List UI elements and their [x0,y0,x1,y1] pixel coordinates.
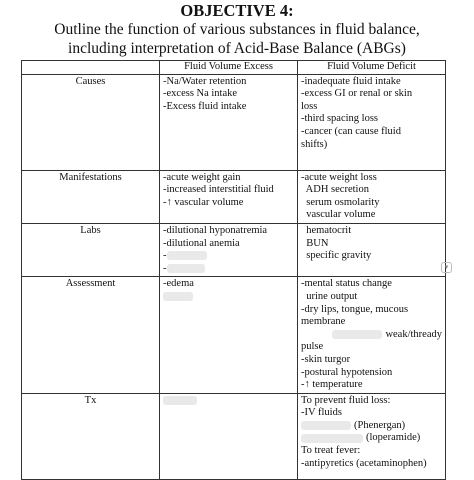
subtitle-line-1: Outline the function of various substances in fluid balance, [54,21,420,38]
list-item [163,250,294,263]
list-item [163,395,294,408]
list-item: -postural hypotension [301,366,393,378]
list-item: -skin turgor [301,353,351,365]
list-bullet: - [163,250,167,262]
list-item: -Na/Water retention [163,75,247,87]
list-item [163,291,294,304]
list-item: -inadequate fluid intake [301,75,401,87]
tx-deficit-cell [298,393,446,479]
list-item: To prevent fluid loss: [301,394,391,406]
table-row-manifestations [22,170,446,223]
labs-deficit-cell [298,223,446,276]
list-item: serum osmolarity [301,196,380,208]
list-item: vascular volume [301,209,376,221]
list-item: -dilutional anemia [163,237,240,249]
causes-deficit-cell [298,74,446,170]
header-fluid-volume-excess: Fluid Volume Excess [160,61,298,75]
list-item: -dilutional hyponatremia [163,224,268,236]
list-item: -acute weight loss [301,171,377,183]
row-label-causes: Causes [22,74,160,170]
list-item [301,432,442,445]
assessment-excess-cell [160,277,298,393]
header-cell-empty [22,61,160,75]
list-item: -Excess fluid intake [163,100,247,112]
chevron-down-icon[interactable]: ▾ [441,262,452,273]
redacted-text [167,264,205,273]
page-title: OBJECTIVE 4: [180,1,294,20]
list-item [301,329,442,342]
list-item: pulse [301,341,324,353]
row-label-tx: Tx [22,393,160,479]
list-item: loss [301,100,318,112]
list-item: -↑ vascular volume [163,196,244,208]
list-item: membrane [301,316,346,328]
list-item-text: (loperamide) [366,432,421,444]
list-item: To treat fever: [301,445,361,457]
list-item: -mental status change [301,278,392,290]
redacted-text [301,434,363,443]
row-label-manifestations: Manifestations [22,170,160,223]
list-item: -↑ temperature [301,379,363,391]
list-item: hematocrit [301,224,352,236]
page-subtitle [0,20,474,58]
header-fluid-volume-deficit: Fluid Volume Deficit [298,61,446,75]
list-item [163,263,294,276]
list-item [301,420,442,433]
causes-excess-cell [160,74,298,170]
list-item: -cancer (can cause fluid [301,125,401,137]
list-item: specific gravity [301,250,372,262]
list-item: BUN [301,237,329,249]
list-item-text: (Phenergan) [354,419,406,431]
redacted-text [167,251,207,260]
list-item: -increased interstitial fluid [163,184,274,196]
fluid-balance-table [21,60,446,480]
row-label-assessment: Assessment [22,277,160,393]
table-row-assessment [22,277,446,393]
list-item-text: weak/thready [385,328,442,340]
redacted-text [163,292,193,301]
redacted-text [163,396,197,405]
row-label-labs: Labs [22,223,160,276]
assessment-deficit-cell [298,277,446,393]
table-header-row [22,61,446,75]
list-item: -excess GI or renal or skin [301,88,413,100]
table-row-tx [22,393,446,479]
redacted-text [332,330,382,339]
redacted-text [301,421,351,430]
manifestations-excess-cell [160,170,298,223]
list-item: -excess Na intake [163,88,238,100]
subtitle-line-2: including interpretation of Acid-Base Balance (ABGs) [68,40,406,57]
manifestations-deficit-cell [298,170,446,223]
list-item: urine output [301,290,358,302]
list-item: -edema [163,278,194,290]
list-item: -acute weight gain [163,171,241,183]
list-item: -dry lips, tongue, mucous [301,303,409,315]
labs-excess-cell [160,223,298,276]
list-item: -antipyretics (acetaminophen) [301,457,427,469]
table-row-labs [22,223,446,276]
table-row-causes [22,74,446,170]
list-bullet: - [163,262,167,274]
list-item: shifts) [301,138,328,150]
tx-excess-cell [160,393,298,479]
list-item: -IV fluids [301,407,342,419]
list-item: ADH secretion [301,184,369,196]
list-item: -third spacing loss [301,113,378,125]
